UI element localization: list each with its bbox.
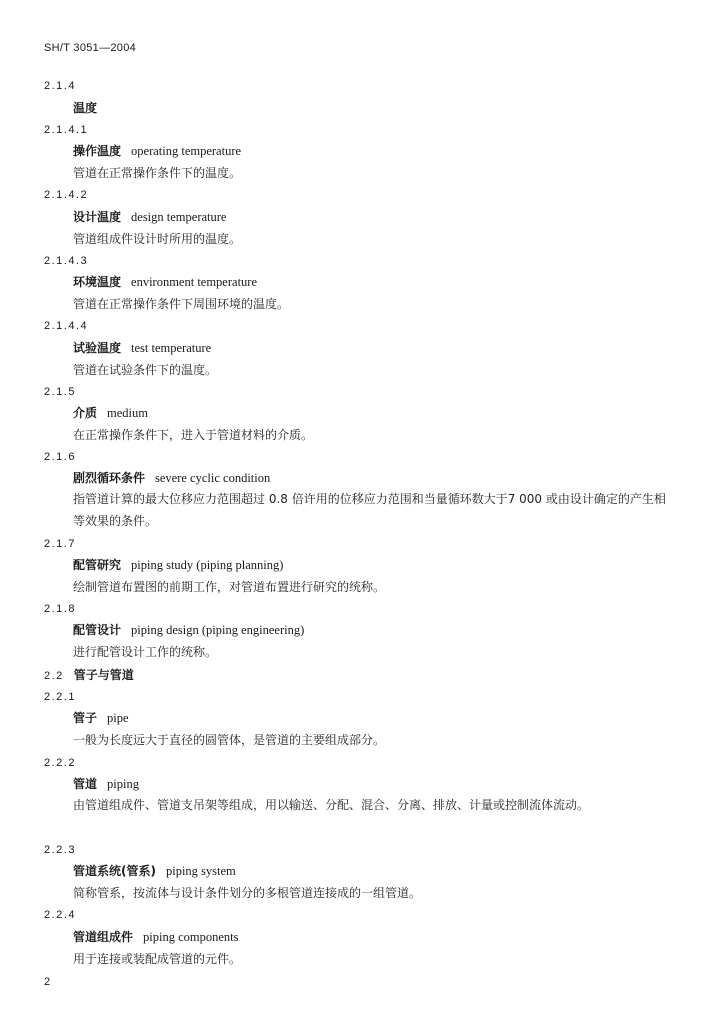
clause-number: 2.2.4 (44, 909, 76, 921)
term-en: piping (107, 777, 139, 791)
term-en: medium (107, 406, 148, 420)
term-definition: 简称管系，按流体与设计条件划分的多根管道连接成的一组管道。 (73, 886, 422, 900)
term-zh: 剧烈循环条件 (73, 471, 146, 485)
term-zh: 管道系统(管系) (73, 864, 156, 878)
term-en: piping components (143, 930, 239, 944)
term-zh: 试验温度 (73, 341, 122, 355)
term-en: operating temperature (131, 144, 242, 158)
clause-number: 2.2.2 (44, 757, 76, 769)
clause-number: 2.1.4.2 (44, 189, 89, 201)
term-heading (73, 209, 226, 225)
term-heading (73, 710, 129, 726)
term-heading (73, 622, 304, 638)
term-en: pipe (107, 711, 129, 725)
term-heading (73, 776, 139, 792)
term-zh: 管道组成件 (73, 930, 134, 944)
term-zh: 管子 (73, 711, 98, 725)
term-heading (73, 143, 241, 159)
term-heading (73, 863, 236, 879)
clause-number: 2.1.6 (44, 451, 76, 463)
term-heading (73, 557, 283, 573)
clause-number: 2.1.4 (44, 80, 76, 92)
clause-number: 2.1.4.1 (44, 124, 89, 136)
section-title: 管子与管道 (73, 668, 134, 682)
term-definition: 管道在正常操作条件下周围环境的温度。 (73, 297, 290, 311)
term-definition: 由管道组成件、管道支吊架等组成，用以输送、分配、混合、分离、排放、计量或控制流体流动。 (73, 798, 590, 812)
term-zh: 操作温度 (73, 144, 122, 158)
clause-number: 2.1.8 (44, 603, 76, 615)
term-definition: 一般为长度远大于直径的圆管体，是管道的主要组成部分。 (73, 733, 386, 747)
term-zh: 管道 (73, 777, 98, 791)
section-number: 2.2 (44, 670, 64, 682)
term-heading (73, 100, 97, 116)
term-en: piping design (piping engineering) (131, 623, 305, 637)
term-zh: 设计温度 (73, 210, 122, 224)
term-definition: 管道在试验条件下的温度。 (73, 363, 218, 377)
term-heading (73, 929, 239, 945)
standard-code: SH/T 3051—2004 (44, 42, 137, 54)
section-heading (44, 667, 134, 684)
clause-number: 2.2.1 (44, 691, 76, 703)
term-zh: 配管研究 (73, 558, 122, 572)
clause-number: 2.1.7 (44, 538, 76, 550)
term-definition: 指管道计算的最大位移应力范围超过 0.8 倍许用的位移应力范围和当量循环数大于7 000 或由设计确定的产生相等效果的条件。 (73, 492, 666, 528)
clause-number: 2.1.4.4 (44, 320, 89, 332)
term-en: piping system (165, 864, 236, 878)
term-definition: 用于连接或装配成管道的元件。 (73, 952, 242, 966)
term-zh: 配管设计 (73, 623, 122, 637)
term-heading (73, 405, 148, 421)
term-heading (73, 274, 257, 290)
clause-number: 2.1.4.3 (44, 255, 89, 267)
page-number: 2 (44, 976, 51, 988)
clause-number: 2.1.5 (44, 386, 76, 398)
term-heading (73, 470, 270, 486)
term-zh: 温度 (73, 101, 98, 115)
clause-number: 2.2.3 (44, 844, 76, 856)
term-heading (73, 340, 211, 356)
term-definition: 在正常操作条件下，进入于管道材料的介质。 (73, 428, 314, 442)
term-zh: 环境温度 (73, 275, 122, 289)
term-en: design temperature (131, 210, 227, 224)
term-en: test temperature (131, 341, 212, 355)
term-definition: 管道在正常操作条件下的温度。 (73, 166, 242, 180)
term-en: environment temperature (131, 275, 258, 289)
term-zh: 介质 (73, 406, 98, 420)
term-en: piping study (piping planning) (131, 558, 284, 572)
term-definition: 进行配管设计工作的统称。 (73, 645, 218, 659)
term-en: severe cyclic condition (155, 471, 271, 485)
term-definition: 绘制管道布置图的前期工作，对管道布置进行研究的统称。 (73, 580, 386, 594)
term-definition: 管道组成件设计时所用的温度。 (73, 232, 242, 246)
